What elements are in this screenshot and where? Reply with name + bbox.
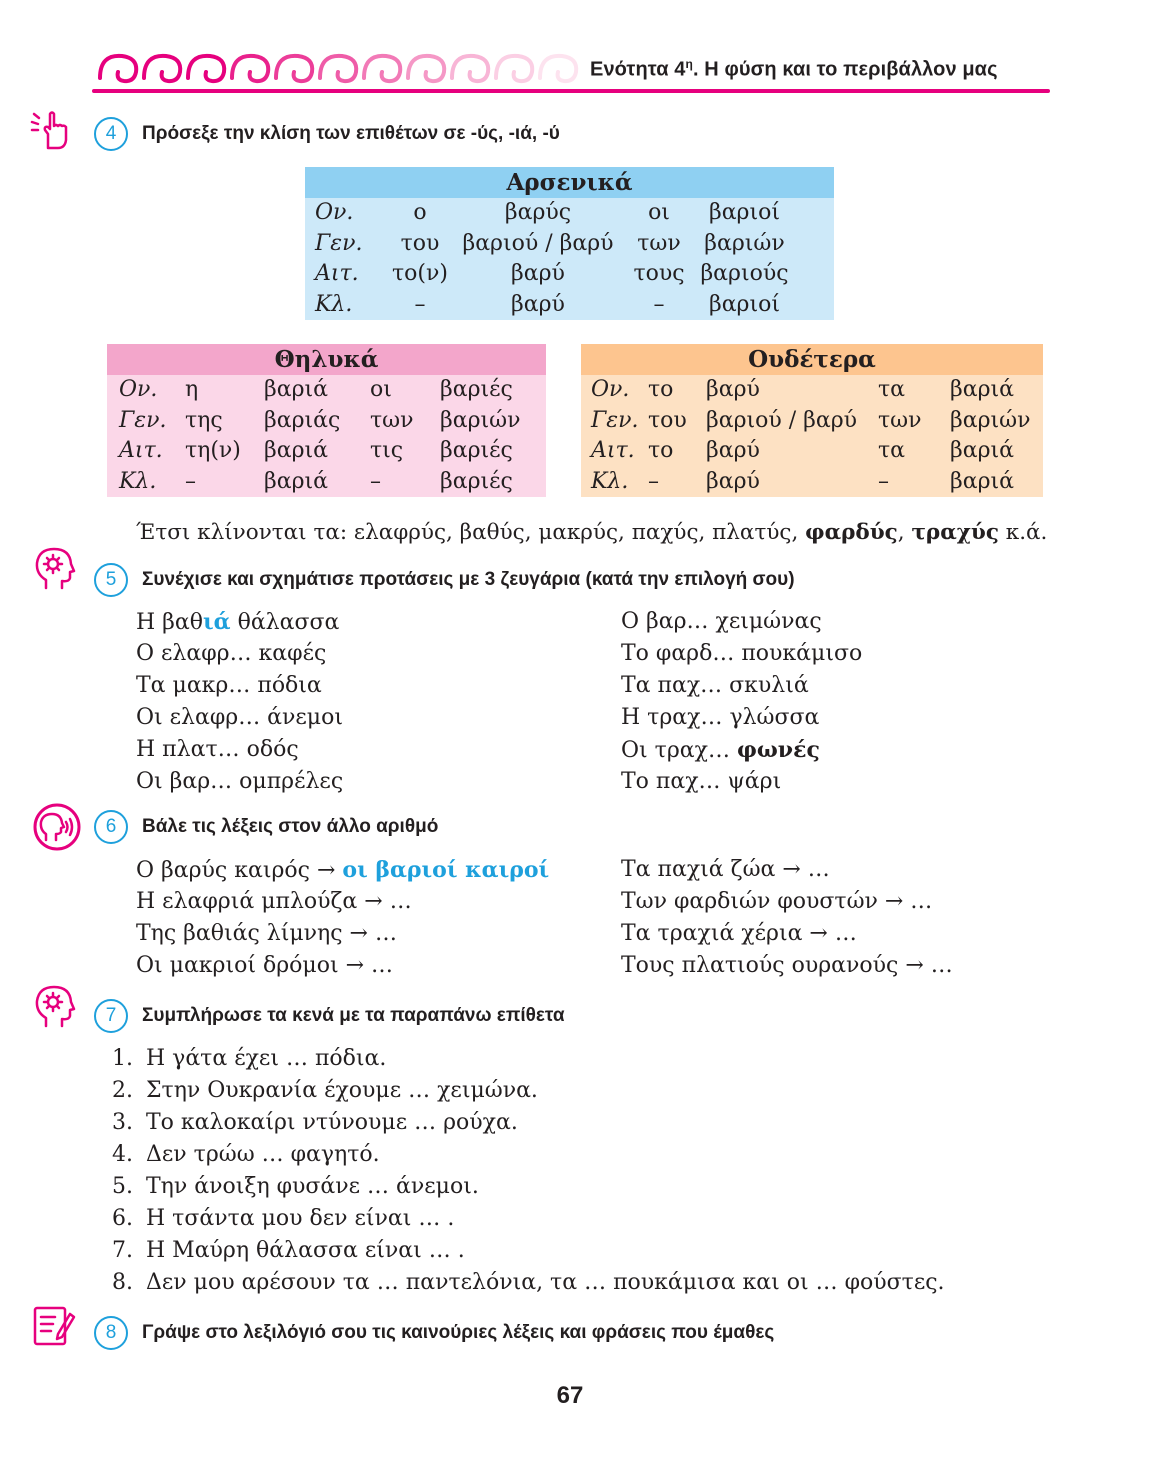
list-item: Η πλατ… οδός [136,737,299,762]
table-cell: βαριά [264,468,328,494]
table-row [305,290,834,321]
table-row [581,467,1043,498]
list-item: Το φαρδ… πουκάμισο [621,641,863,666]
list-item: Ο βαρ… χειμώνας [621,609,822,634]
case-label: Γεν. [119,407,167,433]
ex5-right-column [621,606,862,798]
exercise-number-5: 5 [94,563,128,597]
case-label: Ον. [315,200,354,225]
list-item: 3. Το καλοκαίρι ντύνουμε … ρούχα. [112,1110,518,1135]
list-item: Η τραχ… γλώσσα [621,705,820,730]
table-cell: – [185,468,196,494]
table-cell: – [648,468,659,494]
table-cell: βαριού / βαρύ [706,407,858,433]
table-row [107,375,546,406]
table-cell: βαρύ [511,291,565,317]
table-cell: – [414,291,426,317]
table-cell: βαριών [704,230,785,256]
ex6-left-column [136,854,549,982]
table-cell: βαρύς [504,200,572,225]
list-item: Τα παχ… σκυλιά [621,673,809,698]
table-cell: των [878,407,922,433]
list-item: Η ελαφριά μπλούζα → … [136,889,412,914]
table-cell: οι [370,377,392,402]
list-item: 2. Στην Ουκρανία έχουμε … χειμώνα. [112,1078,538,1103]
list-item: 7. Η Μαύρη θάλασσα είναι … . [112,1238,465,1263]
table-cell: βαριά [264,438,328,463]
table-cell: τις [370,438,404,463]
table-cell: βαρύ [511,261,565,286]
table-cell: οι [648,200,670,225]
table-cell: η [185,377,199,402]
table-cell: βαριών [950,407,1031,433]
table-cell: ο [413,200,427,225]
header-title: Ενότητα $4^\eta$. Η φύση και το περιβάλλον μας [590,57,998,81]
table-cell: βαριούς [700,261,789,286]
head-gear-icon [32,984,76,1028]
table-cell: τα [878,438,906,463]
list-item: Οι μακριοί δρόμοι → … [136,953,393,978]
table-cell: βαρύ [706,377,760,402]
table-cell: βαρύ [706,468,760,494]
table-row [581,406,1043,437]
list-item: Η βαθιά θάλασσα [136,609,340,635]
case-label: Γεν. [591,407,639,433]
header-wave-ornament [92,48,592,88]
exercise-title-8: Γράψε στο λεξιλόγιό σου τις καινούριες λέξεις και φράσεις που έμαθες [142,1322,775,1343]
table-cell: τους [633,261,685,286]
table-cell: βαριά [264,377,328,402]
table-cell: – [878,468,889,494]
table-cell: το(ν) [392,261,448,286]
case-label: Κλ. [591,468,629,494]
table-cell: των [370,407,414,433]
table-cell: – [653,291,665,317]
exercise-title-5: Συνέχισε και σχημάτισε προτάσεις με 3 ζευγάρια (κατά την επιλογή σου) [142,569,795,590]
table-row [581,375,1043,406]
case-label: Αιτ. [315,261,359,286]
table-cell: βαριές [440,438,513,463]
ex7-sentence-list [112,1043,945,1299]
ex6-right-column [621,854,953,982]
list-item: 5. Την άνοιξη φυσάνε … άνεμοι. [112,1174,479,1199]
table-feminine-title: Θηλυκά [107,344,546,375]
exercise-number-7: 7 [94,999,128,1033]
list-item: Το παχ… ψάρι [621,769,782,794]
exercise-number-8: 8 [94,1316,128,1350]
exercise-title-7: Συμπλήρωσε τα κενά με τα παραπάνω επίθετα [142,1005,565,1026]
case-label: Αιτ. [591,438,635,463]
table-cell: βαριές [440,377,513,402]
table-cell: βαριών [440,407,521,433]
ex5-left-column [136,606,343,798]
speaking-head-icon [32,802,82,852]
table-cell: τα [878,377,906,402]
list-item: Τους πλατιούς ουρανούς → … [621,953,953,978]
page-number: 67 [556,1382,584,1409]
table-cell: βαρύ [706,438,760,463]
list-item: Οι ελαφρ… άνεμοι [136,705,343,730]
table-cell: βαριά [950,438,1014,463]
list-item: Ο ελαφρ… καφές [136,641,327,666]
table-neuter [581,344,1043,497]
table-cell: βαριές [440,468,513,494]
table-row [305,259,834,290]
case-label: Ον. [591,377,630,402]
list-item: 1. Η γάτα έχει … πόδια. [112,1046,387,1071]
list-item: Της βαθιάς λίμνης → … [136,921,397,946]
table-cell: το [648,377,674,402]
table-cell: βαριά [950,377,1014,402]
table-cell: βαριοί [708,200,780,225]
declension-note: Έτσι κλίνονται τα: ελαφρύς, βαθύς, μακρύς, παχύς, πλατύς, φαρδύς, τραχύς κ.ά. [136,520,1048,545]
table-row [107,467,546,498]
pointing-hand-icon [28,108,72,152]
table-cell: το [648,438,674,463]
table-feminine [107,344,546,497]
table-row [305,198,834,229]
table-cell: του [648,407,687,433]
table-cell: τη(ν) [185,438,241,463]
list-item: 8. Δεν μου αρέσουν τα … παντελόνια, τα … πουκάμισα και οι … φούστες. [112,1270,945,1295]
list-item: Ο βαρύς καιρός → οι βαριοί καιροί [136,857,550,883]
table-row [107,436,546,467]
exercise-number-6: 6 [94,810,128,844]
table-row [305,229,834,260]
exercise-title-6: Βάλε τις λέξεις στον άλλο αριθμό [142,816,439,837]
header-rule [92,89,1050,93]
table-cell: των [637,230,681,256]
case-label: Κλ. [119,468,157,494]
table-cell: βαριάς [264,407,341,433]
list-item: Οι τραχ… φωνές [621,737,820,763]
case-label: Ον. [119,377,158,402]
table-cell: της [185,407,223,433]
table-cell: βαριού / βαρύ [462,230,614,256]
list-item: 6. Η τσάντα μου δεν είναι … . [112,1206,455,1231]
table-cell: του [400,230,440,256]
notebook-pencil-icon [32,1304,76,1348]
table-cell: βαριοί [708,291,780,317]
list-item: Τα παχιά ζώα → … [621,857,830,882]
list-item: 4. Δεν τρώω … φαγητό. [112,1142,380,1167]
exercise-number-4: 4 [94,117,128,151]
table-cell: βαριά [950,468,1014,494]
list-item: Οι βαρ… ομπρέλες [136,769,344,794]
head-gear-icon [32,546,76,590]
table-row [107,406,546,437]
case-label: Αιτ. [119,438,163,463]
table-masculine [305,167,834,320]
table-row [581,436,1043,467]
list-item: Τα μακρ… πόδια [136,673,322,698]
exercise-title-4: Πρόσεξε την κλίση των επιθέτων σε -ύς, -ιά, -ύ [142,123,560,144]
case-label: Γεν. [315,230,363,256]
table-masculine-title: Αρσενικά [305,167,834,198]
table-neuter-title: Ουδέτερα [581,344,1043,375]
case-label: Κλ. [315,291,353,317]
list-item: Των φαρδιών φουστών → … [621,889,933,914]
table-cell: – [370,468,381,494]
list-item: Τα τραχιά χέρια → … [621,921,857,946]
